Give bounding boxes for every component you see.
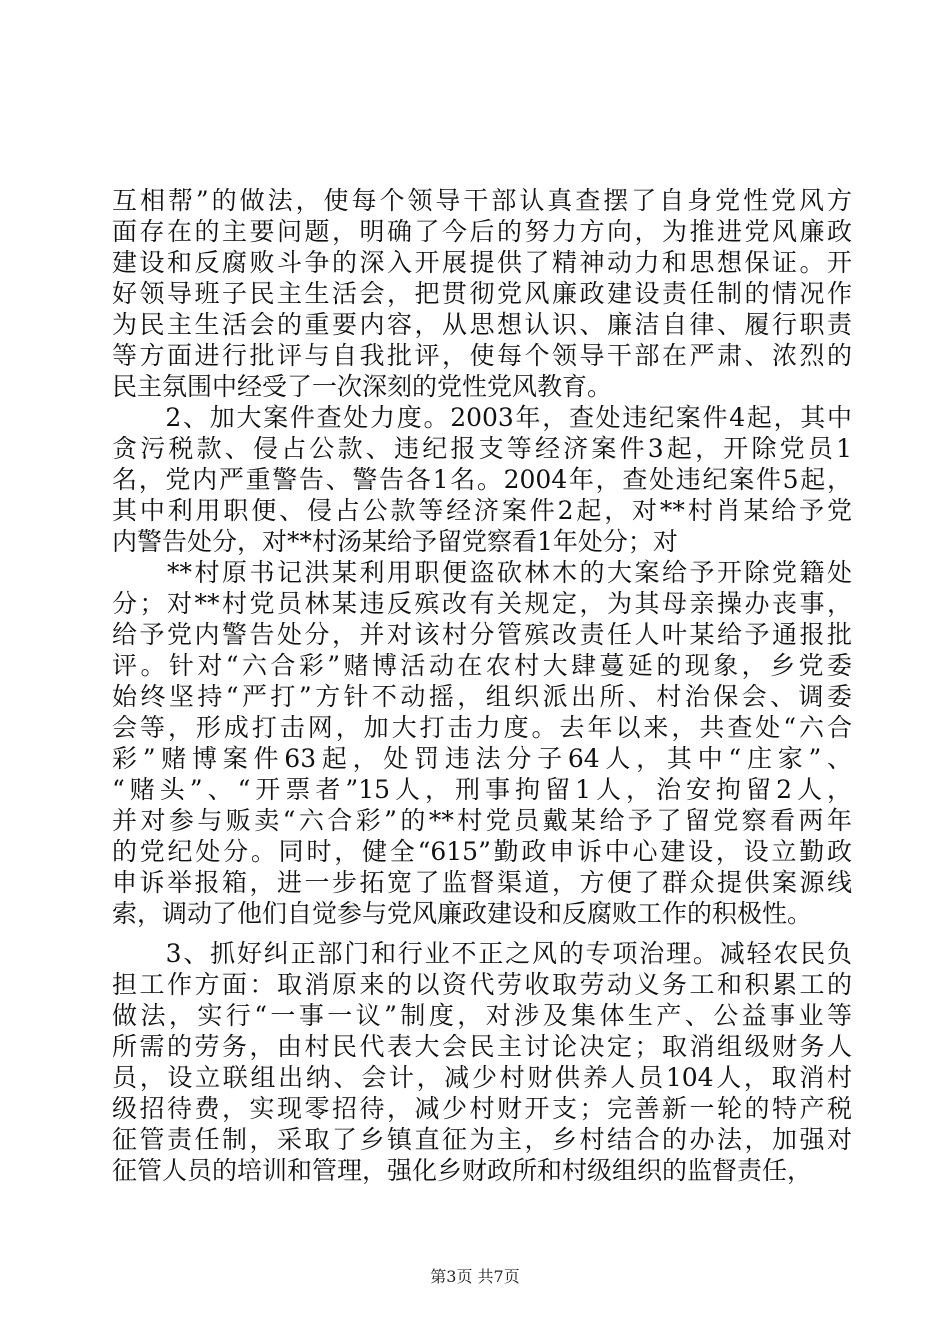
text-line: 彩”赌博案件63起，处罚违法分子64人，其中“庄家”、	[112, 744, 852, 773]
text-line: 贪污税款、侵占公款、违纪报支等经济案件3起，开除党员1	[112, 434, 852, 463]
text-line: 互相帮”的做法，使每个领导干部认真查摆了自身党性党风方	[112, 186, 852, 215]
text-line: 担工作方面：取消原来的以资代劳收取劳动义务工和积累工的	[112, 970, 852, 999]
text-line: 为民主生活会的重要内容，从思想认识、廉洁自律、履行职责	[112, 310, 852, 339]
text-line: **村原书记洪某利用职便盗砍林木的大案给予开除党籍处	[112, 558, 852, 587]
text-line: 面存在的主要问题，明确了今后的努力方向，为推进党风廉政	[112, 217, 852, 246]
text-line: 2、加大案件查处力度。2003年，查处违纪案件4起，其中	[112, 403, 852, 432]
text-line: 给予党内警告处分，并对该村分管殡改责任人叶某给予通报批	[112, 620, 852, 649]
page-footer	[0, 1267, 950, 1287]
text-line: “赌头”、“开票者”15人，刑事拘留1人，治安拘留2人，	[112, 775, 852, 804]
paragraph-2	[112, 402, 852, 929]
text-line: 3、抓好纠正部门和行业不正之风的专项治理。减轻农民负	[112, 939, 852, 968]
text-line: 评。针对“六合彩”赌博活动在农村大肆蔓延的现象，乡党委	[112, 651, 852, 680]
text-line: 分；对**村党员林某违反殡改有关规定，为其母亲操办丧事，	[112, 589, 852, 618]
text-line: 民主氛围中经受了一次深刻的党性党风教育。	[112, 372, 613, 401]
text-line: 并对参与贩卖“六合彩”的**村党员戴某给予了留党察看两年	[112, 806, 852, 835]
text-line: 会等，形成打击网，加大打击力度。去年以来，共查处“六合	[112, 713, 852, 742]
page-number: 第3页 共7页	[430, 1267, 520, 1286]
text-line: 申诉举报箱，进一步拓宽了监督渠道，方便了群众提供案源线	[112, 868, 852, 897]
text-line: 征管责任制，采取了乡镇直征为主，乡村结合的办法，加强对	[112, 1125, 852, 1154]
text-line: 建设和反腐败斗争的深入开展提供了精神动力和思想保证。开	[112, 248, 852, 277]
paragraph-3	[112, 938, 852, 1186]
paragraph-1	[112, 185, 852, 402]
text-line: 做法，实行“一事一议”制度，对涉及集体生产、公益事业等	[112, 1001, 852, 1030]
text-line: 等方面进行批评与自我批评，使每个领导干部在严肃、浓烈的	[112, 341, 852, 370]
text-line: 始终坚持“严打”方针不动摇，组织派出所、村治保会、调委	[112, 682, 852, 711]
text-line: 好领导班子民主生活会，把贯彻党风廉政建设责任制的情况作	[112, 279, 852, 308]
text-line: 员，设立联组出纳、会计，减少村财供养人员104人，取消村	[112, 1063, 852, 1092]
text-line: 级招待费，实现零招待，减少村财开支；完善新一轮的特产税	[112, 1094, 852, 1123]
text-line: 所需的劳务，由村民代表大会民主讨论决定；取消组级财务人	[112, 1032, 852, 1061]
text-line: 其中利用职便、侵占公款等经济案件2起，对**村肖某给予党	[112, 496, 852, 525]
text-line: 征管人员的培训和管理，强化乡财政所和村级组织的监督责任，	[112, 1156, 813, 1185]
text-line: 索，调动了他们自觉参与党风廉政建设和反腐败工作的积极性。	[112, 899, 813, 928]
text-line: 的党纪处分。同时，健全“615”勤政申诉中心建设，设立勤政	[112, 837, 852, 866]
text-line: 内警告处分，对**村汤某给予留党察看1年处分；对	[112, 527, 678, 556]
text-line: 名，党内严重警告、警告各1名。2004年，查处违纪案件5起，	[112, 465, 852, 494]
